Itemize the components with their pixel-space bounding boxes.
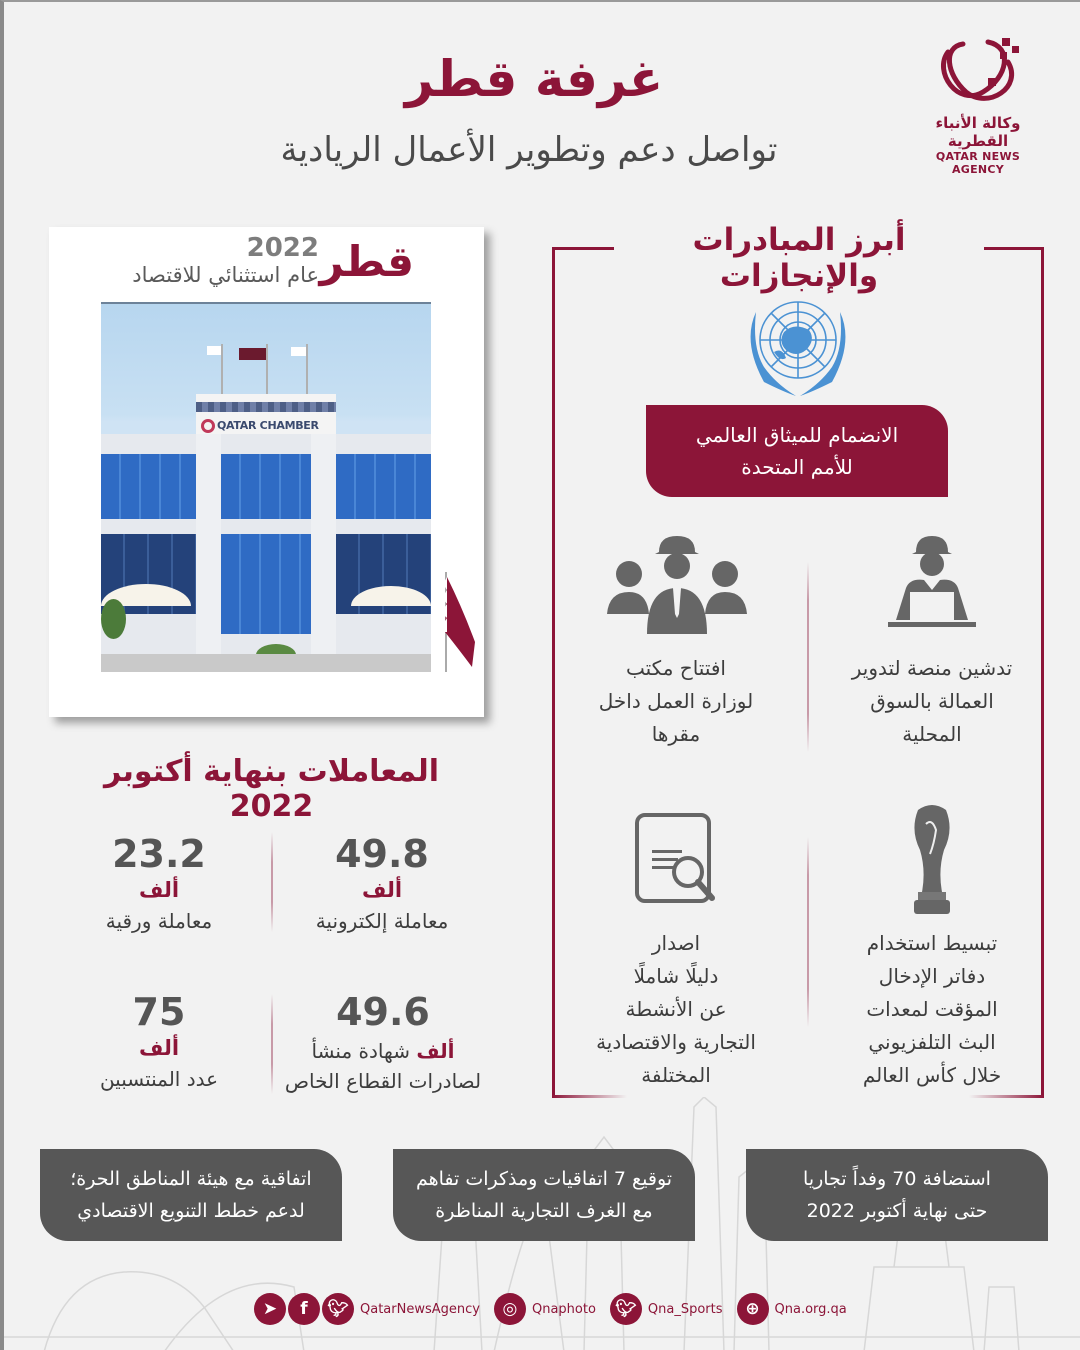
achievement-divider [807,837,809,1027]
qatar-word: قطر [319,237,414,286]
twitter-icon[interactable]: 🐦︎ [322,1293,354,1325]
highlight-free-zones-agreement: اتفاقية مع هيئة المناطق الحرة؛ لدعم خطط التنويع الاقتصادي [40,1149,342,1241]
globe-icon[interactable]: ⊕ [737,1293,769,1325]
subtitle: تواصل دعم وتطوير الأعمال الريادية [280,130,778,170]
year-label: 2022 [246,233,319,263]
world-cup-trophy-icon [904,800,960,920]
qna-name-arabic: وكالة الأنباء القطرية [935,114,1021,150]
stat-divider [271,994,273,1094]
highlight-trade-delegations: استضافة 70 وفداً تجاريا حتى نهاية أكتوبر 2022 [746,1149,1048,1241]
stat-divider [271,832,273,932]
achievement-divider [807,562,809,752]
social-handle-instagram[interactable]: Qnaphoto [531,1301,596,1317]
qatar-chamber-building-photo [101,302,431,672]
telegram-icon[interactable]: ➤ [254,1293,286,1325]
achievement-labor-ministry-office: افتتاح مكتب لوزارة العمل داخل مقرها [598,656,754,746]
social-handle-main[interactable]: QatarNewsAgency [360,1301,480,1317]
stat-certificates-of-origin: 49.6 ألف شهادة منشأ لصادرات القطاع الخاص [284,990,482,1093]
qna-logo [908,32,1048,176]
achievement-labor-platform: تدشين منصة لتدوير العمالة بالسوق المحلية [851,656,1013,746]
un-global-compact-banner: الانضمام للميثاق العالمي للأمم المتحدة [646,405,948,497]
achievement-business-guide: اصدار دليلًا شاملًا عن الأنشطة التجارية والاقتصادية المختلفة [596,931,756,1087]
facebook-icon[interactable]: f [288,1293,320,1325]
stat-electronic-transactions: 49.8 ألف معاملة إلكترونية [315,832,449,933]
website-link[interactable]: Qna.org.qa [774,1301,847,1317]
social-links [254,1292,861,1326]
instagram-icon[interactable]: ◎ [494,1293,526,1325]
photo-card [49,227,484,717]
worker-laptop-icon [884,530,980,634]
stat-members: 75 ألف عدد المنتسبين [99,990,219,1091]
year-tagline: عام استثنائي للاقتصاد [132,263,319,287]
highlight-agreements-mous: توقيع 7 اتفاقيات ومذكرات تفاهم مع الغرف التجارية المناظرة [393,1149,695,1241]
stat-paper-transactions: 23.2 ألف معاملة ورقية [105,832,213,933]
twitter-sports-icon[interactable]: 🐦︎ [610,1293,642,1325]
building-sign: QATAR CHAMBER [201,419,331,433]
qna-orbit-icon [928,32,1028,112]
un-emblem-icon [734,292,862,400]
transactions-title: المعاملات بنهاية أكتوبر 2022 [104,754,439,824]
qna-name-english: QATAR NEWS AGENCY [935,150,1021,176]
achievements-title: أبرز المبادرات والإنجازات [614,222,984,294]
team-workers-icon [607,530,747,636]
main-title: غرفة قطر [404,50,664,108]
achievement-world-cup-carnets: تبسيط استخدام دفاتر الإدخال المؤقت لمعدات البث التلفزيوني خلال كأس العالم [862,931,1002,1087]
qatar-flag-icon [417,572,477,672]
document-search-icon [634,812,718,908]
social-handle-sports[interactable]: Qna_Sports [647,1301,723,1317]
